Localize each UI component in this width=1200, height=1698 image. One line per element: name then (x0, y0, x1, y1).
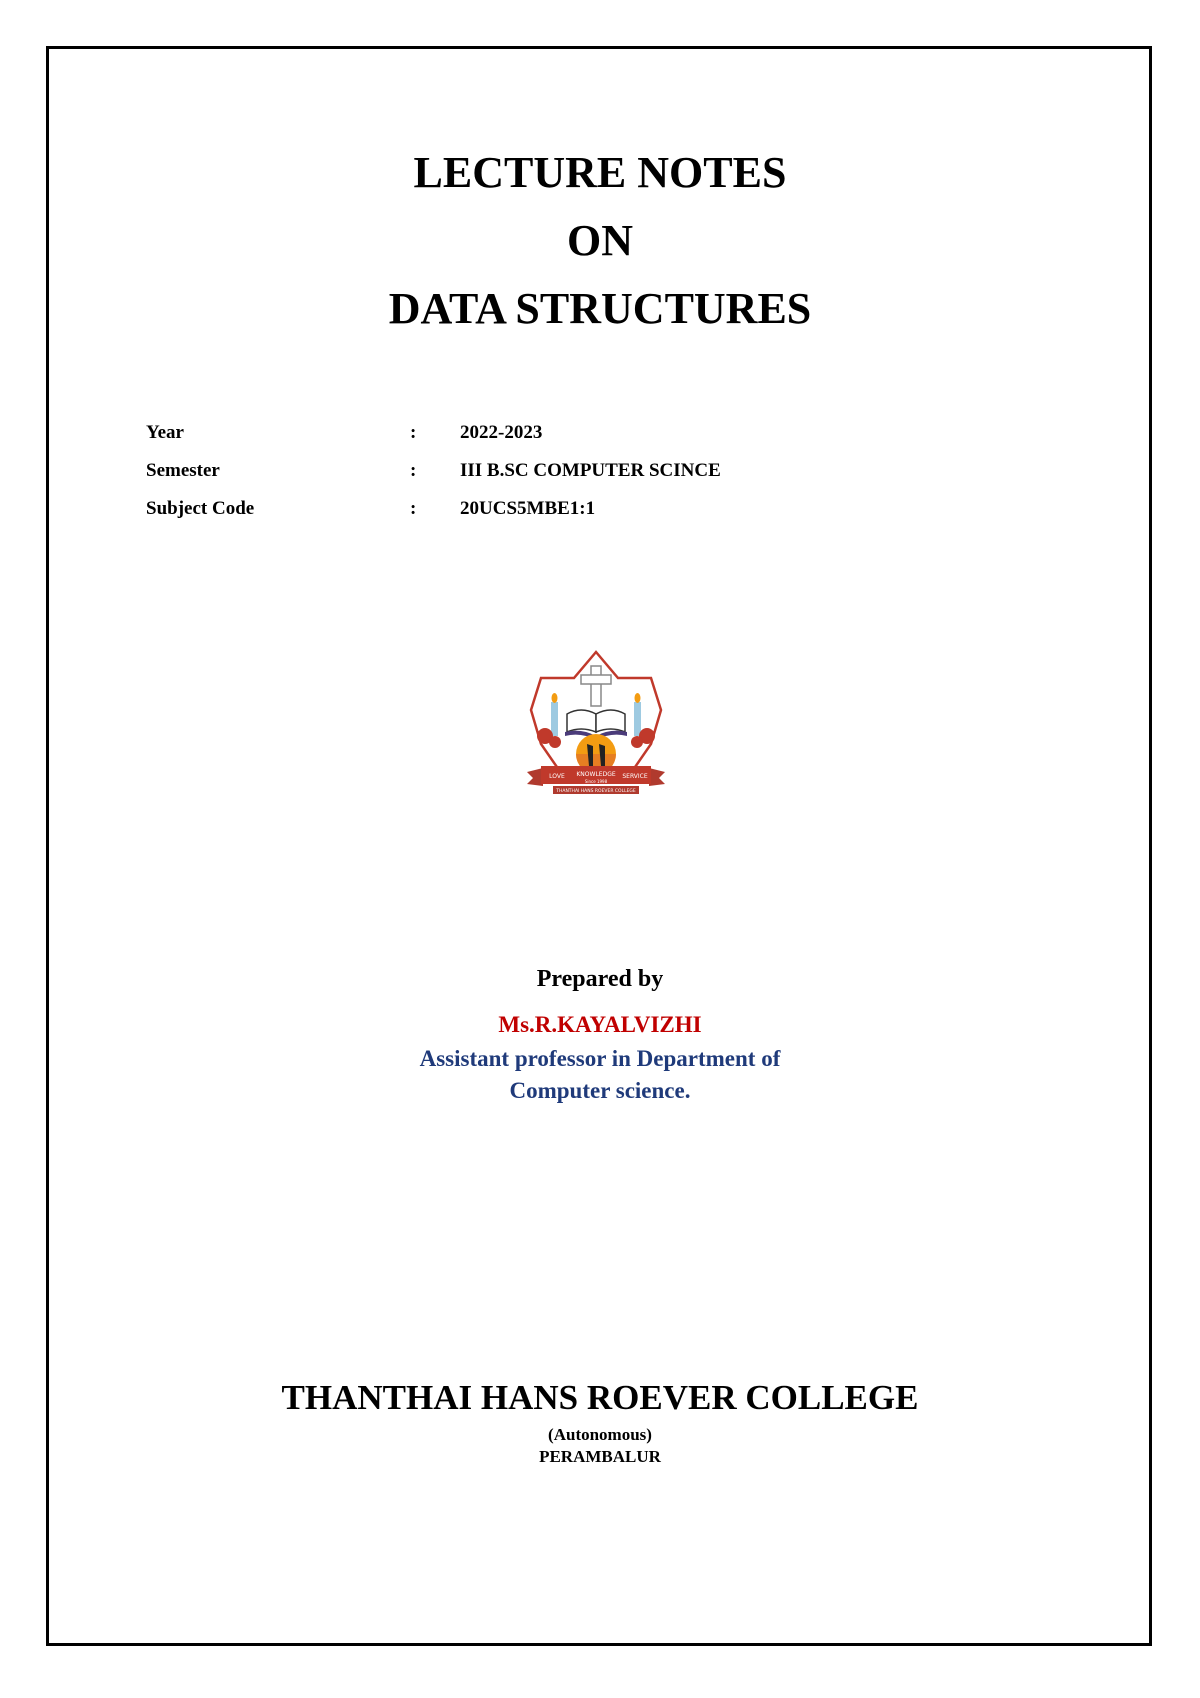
college-name: THANTHAI HANS ROEVER COLLEGE (281, 1378, 919, 1417)
prepared-by-label: Prepared by (536, 966, 664, 992)
title-line-3: DATA STRUCTURES (388, 284, 812, 333)
subject-code-label: Subject Code (146, 498, 255, 519)
college-status: (Autonomous) (548, 1425, 652, 1444)
banner-service: SERVICE (622, 773, 648, 780)
college-place: PERAMBALUR (539, 1447, 661, 1466)
college-logo (523, 648, 669, 808)
banner-love: LOVE (549, 773, 565, 780)
semester-value: III B.SC COMPUTER SCINCE (460, 460, 721, 481)
subject-code-colon: : (410, 498, 417, 519)
banner-college: THANTHAI HANS ROEVER COLLEGE (556, 789, 636, 794)
banner-knowledge: KNOWLEDGE (576, 771, 616, 778)
semester-label: Semester (146, 460, 220, 481)
semester-colon: : (410, 460, 417, 481)
author-name: Ms.R.KAYALVIZHI (498, 1012, 702, 1037)
author-role-line-2: Computer science. (509, 1078, 691, 1103)
title-line-1: LECTURE NOTES (413, 148, 787, 197)
year-colon: : (410, 422, 417, 443)
subject-code-value: 20UCS5MBE1:1 (460, 498, 596, 519)
banner-ribbon (527, 766, 665, 794)
author-role-line-1: Assistant professor in Department of (419, 1046, 781, 1071)
year-label: Year (146, 422, 184, 443)
banner-since: Since 1998 (584, 779, 608, 784)
year-value: 2022-2023 (460, 422, 543, 443)
title-line-2: ON (567, 216, 633, 265)
